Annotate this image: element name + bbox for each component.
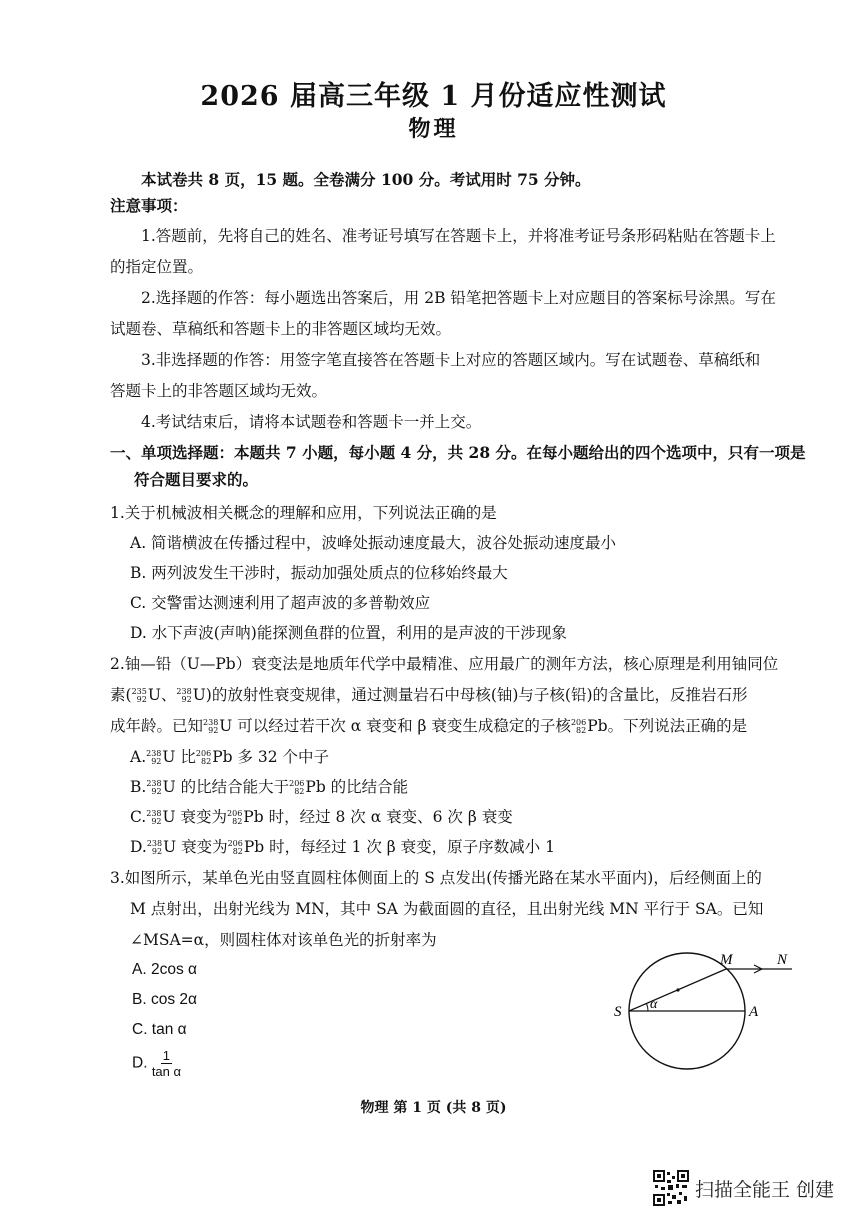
fraction-denominator: tan α <box>151 1064 182 1079</box>
q2-option-a <box>130 747 329 767</box>
notice-4: 4.考试结束后，请将本试题卷和答题卡一并上交。 <box>141 413 482 431</box>
page-footer: 物理 第 1 页 (共 8 页) <box>360 1100 507 1116</box>
q2-option-c <box>130 807 513 827</box>
q1-option-a: A. 简谐横波在传播过程中，波峰处振动速度最大，波谷处振动速度最小 <box>130 534 617 552</box>
nuclide-pb206-indices <box>228 840 243 856</box>
notice-2-line2: 试题卷、草稿纸和答题卡上的非答题区域均无效。 <box>110 320 452 338</box>
q2-option-d <box>130 837 555 857</box>
q2-line2-part-b: U、 <box>147 686 177 704</box>
nuclide-pb206-indices <box>196 750 211 766</box>
section1-heading-line2: 符合题目要求的。 <box>134 470 259 489</box>
q2-line3-part-c: Pb。下列说法正确的是 <box>587 717 748 735</box>
nuclide-mass: 238 <box>146 809 162 818</box>
q3-option-b: B. cos 2α <box>132 991 197 1008</box>
nuclide-mass: 238 <box>203 718 219 727</box>
ray-direction-dot <box>676 988 679 991</box>
notice-3-line2: 答题卡上的非答题区域均无效。 <box>110 382 328 400</box>
nuclide-pb206-indices <box>227 810 242 826</box>
nuclide-z: 82 <box>294 787 305 796</box>
nuclide-z: 82 <box>232 847 243 856</box>
angle-arc <box>647 1004 649 1012</box>
q1-option-c: C. 交警雷达测速利用了超声波的多普勒效应 <box>130 594 431 612</box>
nuclide-u238-indices <box>146 780 161 796</box>
nuclide-mass: 206 <box>289 779 305 788</box>
nuclide-u238-indices <box>203 719 218 735</box>
q1-stem: 1.关于机械波相关概念的理解和应用，下列说法正确的是 <box>110 504 497 522</box>
q2-line2-part-a: 素( <box>110 686 132 704</box>
nuclide-mass: 238 <box>176 687 192 696</box>
nuclide-u235-indices <box>132 688 147 704</box>
option-label: C. <box>130 808 147 826</box>
nuclide-mass: 206 <box>227 839 243 848</box>
option-text: Pb 时，每经过 1 次 β 衰变，原子序数减小 1 <box>243 838 555 856</box>
nuclide-mass: 235 <box>131 687 147 696</box>
nuclide-mass: 206 <box>195 749 212 758</box>
q2-line1: 2.铀—铅（U—Pb）衰变法是地质年代学中最精准、应用最广的测年方法，核心原理是利用铀同位 <box>110 655 779 673</box>
q3-line3: ∠MSA=α，则圆柱体对该单色光的折射率为 <box>130 931 437 949</box>
option-text: Pb 时，经过 8 次 α 衰变、6 次 β 衰变 <box>243 808 513 826</box>
label-m: M <box>720 952 733 968</box>
exam-subject: 物理 <box>408 116 459 142</box>
nuclide-mass: 206 <box>570 718 587 727</box>
q3-line2: M 点射出，出射光线为 MN，其中 SA 为截面圆的直径，且出射光线 MN 平行于 SA。已知 <box>130 900 764 918</box>
nuclide-z: 92 <box>151 847 163 856</box>
notice-3-line1: 3.非选择题的作答：用签字笔直接答在答题卡上对应的答题区域内。写在试题卷、草稿纸和 <box>141 351 761 369</box>
nuclide-mass: 238 <box>146 779 162 788</box>
option-label: D. <box>130 838 147 856</box>
nuclide-z: 82 <box>576 726 587 735</box>
q3-option-d <box>132 1048 181 1079</box>
nuclide-u238-indices <box>146 750 161 766</box>
q2-line2 <box>110 685 748 705</box>
q1-option-d: D. 水下声波(声呐)能探测鱼群的位置，利用的是声波的干涉现象 <box>130 624 567 642</box>
nuclide-z: 92 <box>136 695 147 704</box>
camscanner-watermark: 扫描全能王 创建 <box>695 1179 835 1201</box>
option-text: U 衰变为 <box>162 808 228 826</box>
option-label: A. <box>130 748 147 766</box>
q3-option-a: A. 2cos α <box>132 961 197 978</box>
q2-line3-part-b: U 可以经过若干次 α 衰变和 β 衰变生成稳定的子核 <box>219 717 571 735</box>
nuclide-mass: 206 <box>227 809 243 818</box>
notice-2-line1: 2.选择题的作答：每小题选出答案后，用 2B 铅笔把答题卡上对应题目的答案标号涂黑。写在 <box>141 289 776 307</box>
label-s: S <box>614 1004 622 1020</box>
nuclide-u238-indices <box>176 688 191 704</box>
nuclide-u238-indices <box>147 840 162 856</box>
nuclide-z: 92 <box>151 757 162 766</box>
nuclide-pb206-indices <box>571 719 586 735</box>
option-text: Pb 多 32 个中子 <box>212 748 330 766</box>
nuclide-z: 92 <box>208 726 219 735</box>
option-label: D. <box>132 1054 148 1072</box>
nuclide-z: 82 <box>232 817 243 826</box>
label-alpha: α <box>650 997 658 1012</box>
nuclide-u238-indices <box>146 810 161 826</box>
fraction-numerator: 1 <box>162 1048 171 1063</box>
option-text: Pb 的比结合能 <box>305 778 409 796</box>
q1-option-b: B. 两列波发生干涉时，振动加强处质点的位移始终最大 <box>130 564 508 582</box>
notice-1-line1: 1.答题前，先将自己的姓名、准考证号填写在答题卡上，并将准考证号条形码粘贴在答题卡上 <box>141 227 776 245</box>
q2-line3 <box>110 716 747 736</box>
section1-heading-line1: 一、单项选择题：本题共 7 小题，每小题 4 分，共 28 分。在每小题给出的四个选项中，只有一项是 <box>110 443 806 462</box>
exam-title: 2026 届高三年级 1 月份适应性测试 <box>200 81 667 112</box>
option-text: U 的比结合能大于 <box>162 778 290 796</box>
option-text: U 比 <box>162 748 196 766</box>
q3-refraction-figure <box>610 950 810 1075</box>
q3-line1: 3.如图所示，某单色光由竖直圆柱体侧面上的 S 点发出(传播光路在某水平面内)，后经侧面上的 <box>110 869 762 887</box>
exam-summary: 本试卷共 8 页，15 题。全卷满分 100 分。考试用时 75 分钟。 <box>141 170 591 189</box>
notice-1-line2: 的指定位置。 <box>110 258 204 276</box>
option-text: U 衰变为 <box>163 838 228 856</box>
nuclide-z: 92 <box>181 695 192 704</box>
nuclide-z: 92 <box>151 787 162 796</box>
notice-heading: 注意事项： <box>110 196 188 215</box>
nuclide-mass: 238 <box>146 839 163 848</box>
nuclide-z: 92 <box>151 817 162 826</box>
q2-option-b <box>130 777 408 797</box>
nuclide-z: 82 <box>201 757 212 766</box>
nuclide-pb206-indices <box>289 780 304 796</box>
q2-line3-part-a: 成年龄。已知 <box>110 717 204 735</box>
qr-code-icon <box>653 1170 689 1206</box>
label-a: A <box>749 1004 759 1020</box>
q2-line2-part-c: U)的放射性衰变规律，通过测量岩石中母核(铀)与子核(铅)的含量比，反推岩石形 <box>192 686 748 704</box>
option-label: B. <box>130 778 147 796</box>
fraction <box>152 1048 181 1079</box>
nuclide-mass: 238 <box>146 749 162 758</box>
label-n: N <box>777 952 788 968</box>
q3-option-c: C. tan α <box>132 1021 187 1038</box>
